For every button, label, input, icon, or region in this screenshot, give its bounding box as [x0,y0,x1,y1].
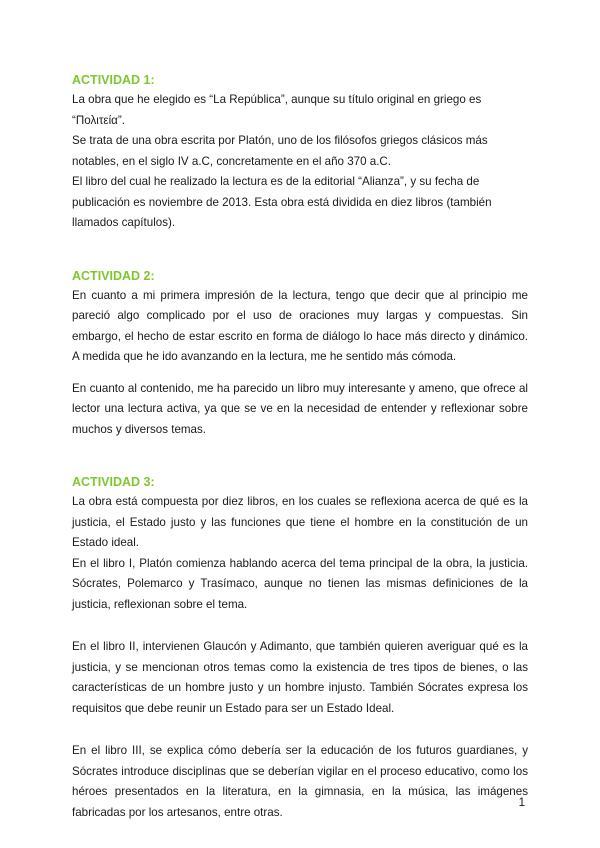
section-actividad-2 [72,266,528,441]
paragraph: El libro del cual he realizado la lectura es de la editorial “Alianza”, y su fecha de publicación es noviembre de 2013. Esta obra está dividida en diez libros (también llamados capítulos). [72,175,492,229]
section-heading: ACTIVIDAD 1: [72,73,155,87]
paragraph: En el libro II, intervienen Glaucón y Adimanto, que también quieren averiguar qué es la justicia, y se mencionan otros temas como la existencia de tres tipos de bienes, o las características de un hombre justo y un hombre injusto. También Sócrates expresa los requisitos que debe reunir un Estado para ser un Estado Ideal. [72,640,528,715]
page-number: 1 [518,797,525,809]
paragraph: Se trata de una obra escrita por Platón, uno de los filósofos griegos clásicos más notables, en el siglo IV a.C, concretamente en el año 370 a.C. [72,134,488,168]
paragraph: En cuanto al contenido, me ha parecido un libro muy interesante y ameno, que ofrece al lector una lectura activa, ya que se ve en la necesidad de entender y reflexionar sobre muchos y diversos temas. [72,381,528,436]
paragraph: La obra está compuesta por diez libros, en los cuales se reflexiona acerca de qué es la justicia, el Estado justo y las funciones que tiene el hombre en la constitución de un Estado ideal. [72,495,528,549]
paragraph: En el libro I, Platón comienza hablando acerca del tema principal de la obra, la justicia. Sócrates, Polemarco y Trasímaco, aunque no tienen las mismas definiciones de la justicia, reflexionan sobre el tema. [72,556,528,611]
paragraph: En el libro III, se explica cómo debería ser la educación de los futuros guardianes, y Sócrates introduce disciplinas que se deberían vigilar en el proceso educativo, como los héroes presentados en la literatura, en la gimnasia, en la música, las imágenes fabricadas por los artesanos, entre otras. [72,744,528,819]
paragraph: En cuanto a mi primera impresión de la lectura, tengo que decir que al principio me pareció algo complicado por el uso de oraciones muy largas y compuestas. Sin embargo, el hecho de estar escrito en forma de diálogo lo hace más directo y dinámico. A medida que he ido avanzando en la lectura, me he sentido más cómoda. [72,288,528,363]
section-heading: ACTIVIDAD 2: [72,268,155,283]
section-actividad-1 [72,70,528,234]
paragraph: La obra que he elegido es “La República”, aunque su título original en griego es “Πολιτεία”. [72,93,482,127]
page-content [72,70,528,823]
section-heading: ACTIVIDAD 3: [72,475,155,489]
section-actividad-3 [72,472,528,823]
